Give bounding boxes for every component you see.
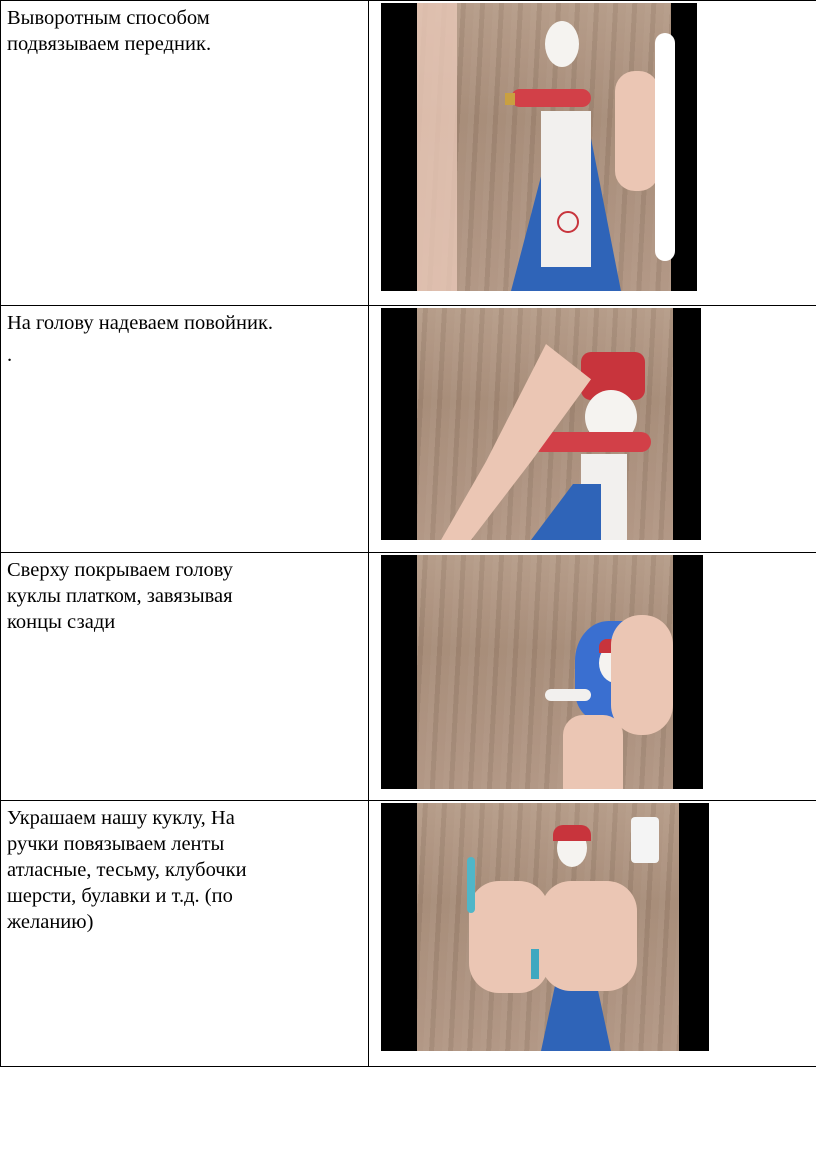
step-row [1,801,816,1067]
step-photo-cell [369,306,816,553]
step-row [1,1,816,306]
step-text-line: желанию) [7,911,94,933]
step-text-line: куклы платком, завязывая [7,585,233,607]
step-photo-cell [369,801,816,1067]
step-text-line: подвязываем передник. [7,33,212,55]
step-text-line: На голову надеваем повойник. [7,312,274,334]
step-text-line: атласные, тесьму, клубочки [7,859,247,881]
step-text-line: шерсти, булавки и т.д. (по [7,885,233,907]
step-row [1,306,816,553]
doll-apron-photo [381,3,697,291]
doll-decoration-photo [381,803,709,1051]
step-row [1,553,816,801]
step-photo-cell [369,553,816,801]
step-text-cell [1,306,369,553]
step-text-cell [1,1,369,306]
step-text-line: Украшаем нашу куклу, На [7,807,235,829]
step-text-cell [1,553,369,801]
step-text-cell [1,801,369,1067]
step-photo-cell [369,1,816,306]
step-text-line: концы сзади [7,611,116,633]
step-text-line: ручки повязываем ленты [7,833,225,855]
step-text-line: . [7,344,13,366]
doll-headpiece-photo [381,308,701,540]
step-text-line: Сверху покрываем голову [7,559,233,581]
step-text-line: Выворотным способом [7,7,210,29]
doll-scarf-photo [381,555,703,789]
